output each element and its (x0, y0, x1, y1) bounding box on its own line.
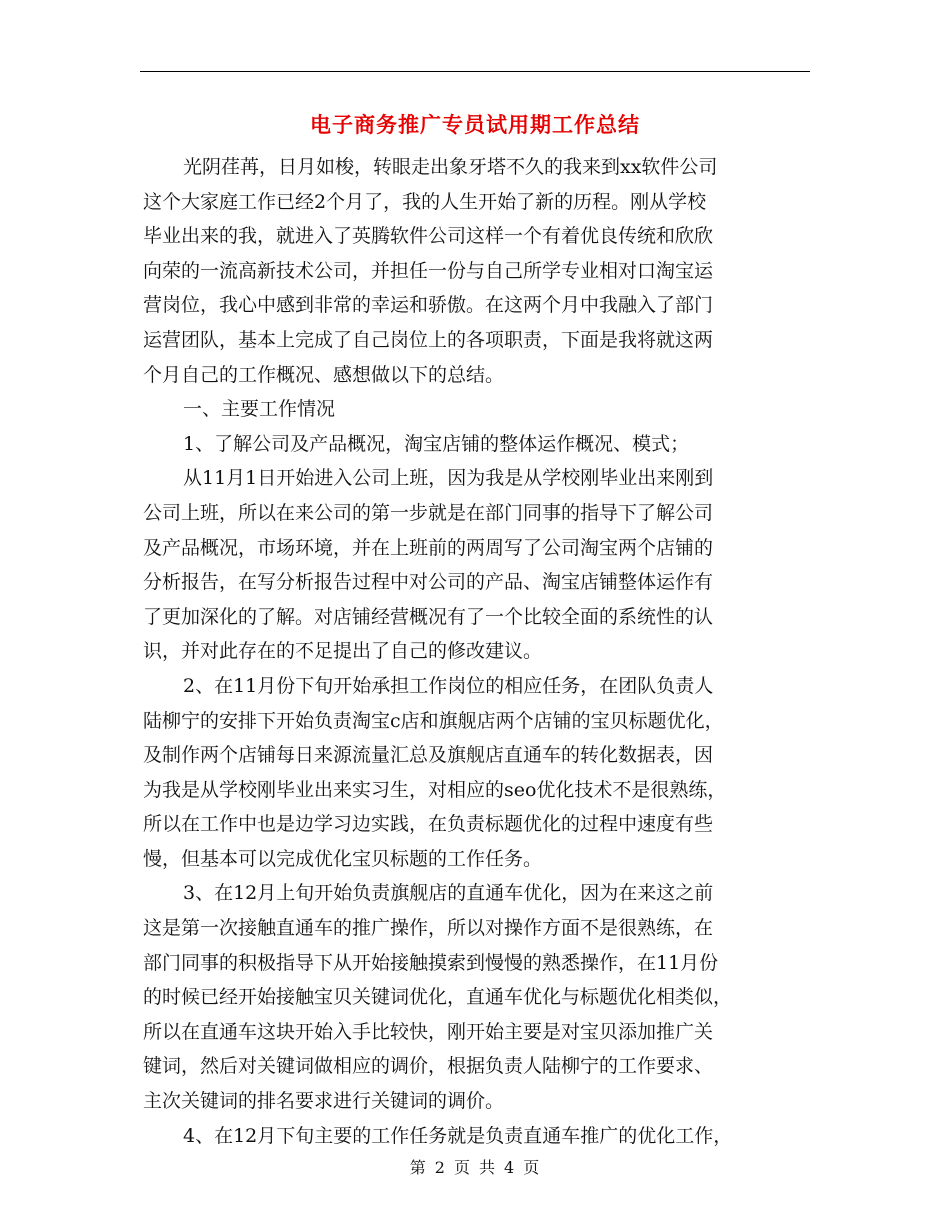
paragraph-line: 这是第一次接触直通车的推广操作，所以对操作方面不是很熟练，在 (143, 917, 714, 940)
paragraph-line: 向荣的一流高新技术公司，并担任一份与自己所学专业相对口淘宝运 (143, 259, 714, 282)
paragraph-line: 及制作两个店铺每日来源流量汇总及旗舰店直通车的转化数据表，因 (143, 744, 714, 767)
document-title: 电子商务推广专员试用期工作总结 (310, 112, 640, 137)
paragraph-line: 4、在12月下旬主要的工作任务就是负责直通车推广的优化工作， (183, 1124, 733, 1147)
paragraph-line: 慢，但基本可以完成优化宝贝标题的工作任务。 (143, 847, 543, 870)
paragraph-line: 键词，然后对关键词做相应的调价，根据负责人陆柳宁的工作要求、 (143, 1055, 714, 1078)
total-prefix: 共 (479, 1158, 497, 1177)
paragraph-line: 了更加深化的了解。对店铺经营概况有了一个比较全面的系统性的认 (143, 605, 714, 628)
section-heading: 一、主要工作情况 (183, 398, 336, 421)
paragraph-line: 这个大家庭工作已经2个月了，我的人生开始了新的历程。刚从学校 (143, 190, 707, 213)
page-unit: 页 (453, 1158, 471, 1177)
paragraph-line: 从11月1日开始进入公司上班，因为我是从学校刚毕业出来刚到 (183, 467, 714, 490)
paragraph-line: 个月自己的工作概况、感想做以下的总结。 (143, 363, 505, 386)
paragraph-line: 营岗位，我心中感到非常的幸运和骄傲。在这两个月中我融入了部门 (143, 294, 714, 317)
paragraph-line: 3、在12月上旬开始负责旗舰店的直通车优化，因为在来这之前 (183, 882, 714, 905)
paragraph-line: 部门同事的积极指导下从开始接触摸索到慢慢的熟悉操作，在11月份 (143, 951, 719, 974)
header-rule (140, 71, 810, 72)
page-prefix: 第 (409, 1158, 427, 1177)
current-page-number: 2 (434, 1158, 446, 1177)
paragraph-line: 主次关键词的排名要求进行关键词的调价。 (143, 1090, 505, 1113)
paragraph-line: 所以在直通车这块开始入手比较快，刚开始主要是对宝贝添加推广关 (143, 1020, 714, 1043)
total-unit: 页 (523, 1158, 541, 1177)
paragraph-line: 毕业出来的我，就进入了英腾软件公司这样一个有着优良传统和欣欣 (143, 225, 714, 248)
paragraph-line: 运营团队，基本上完成了自己岗位上的各项职责，下面是我将就这两 (143, 328, 714, 351)
total-pages-number: 4 (504, 1158, 516, 1177)
page-footer (0, 1155, 950, 1178)
paragraph-line: 及产品概况，市场环境，并在上班前的两周写了公司淘宝两个店铺的 (143, 536, 714, 559)
paragraph-line: 的时候已经开始接触宝贝关键词优化，直通车优化与标题优化相类似， (143, 986, 733, 1009)
paragraph-line: 识，并对此存在的不足提出了自己的修改建议。 (143, 640, 543, 663)
paragraph-line: 所以在工作中也是边学习边实践，在负责标题优化的过程中速度有些 (143, 813, 714, 836)
paragraph-line: 分析报告，在写分析报告过程中对公司的产品、淘宝店铺整体运作有 (143, 571, 714, 594)
subsection-heading: 1、了解公司及产品概况，淘宝店铺的整体运作概况、模式； (183, 432, 690, 455)
paragraph-line: 为我是从学校刚毕业出来实习生，对相应的seo优化技术不是很熟练， (143, 778, 727, 801)
paragraph-line: 2、在11月份下旬开始承担工作岗位的相应任务，在团队负责人 (183, 674, 714, 697)
paragraph-line: 光阴荏苒，日月如梭，转眼走出象牙塔不久的我来到xx软件公司 (183, 156, 718, 178)
paragraph-line: 陆柳宁的安排下开始负责淘宝c店和旗舰店两个店铺的宝贝标题优化， (143, 709, 724, 732)
paragraph-line: 公司上班，所以在来公司的第一步就是在部门同事的指导下了解公司 (143, 501, 714, 524)
document-body (143, 150, 815, 1153)
